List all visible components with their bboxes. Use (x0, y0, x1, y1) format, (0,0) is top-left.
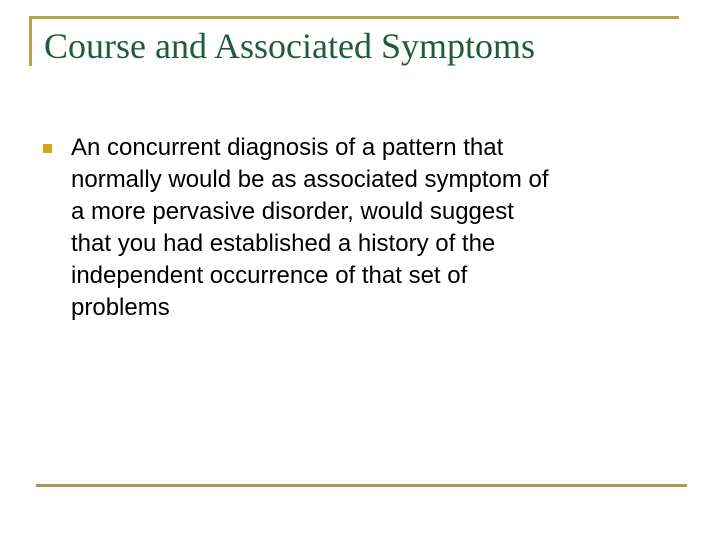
square-bullet-icon (43, 144, 52, 153)
top-border-rule (29, 16, 679, 19)
bullet-text-line: problems (71, 294, 170, 321)
bullet-text-line: normally would be as associated symptom of (71, 166, 549, 193)
bottom-border-rule (36, 484, 687, 487)
slide-title: Course and Associated Symptoms (44, 26, 535, 66)
left-border-rule (29, 16, 32, 66)
bullet-text-line: An concurrent diagnosis of a pattern that (71, 134, 504, 161)
bullet-text-line: a more pervasive disorder, would suggest (71, 198, 514, 225)
bullet-text-line: independent occurrence of that set of (71, 262, 468, 289)
bullet-text-line: that you had established a history of the (71, 230, 496, 257)
bullet-text (71, 132, 691, 324)
